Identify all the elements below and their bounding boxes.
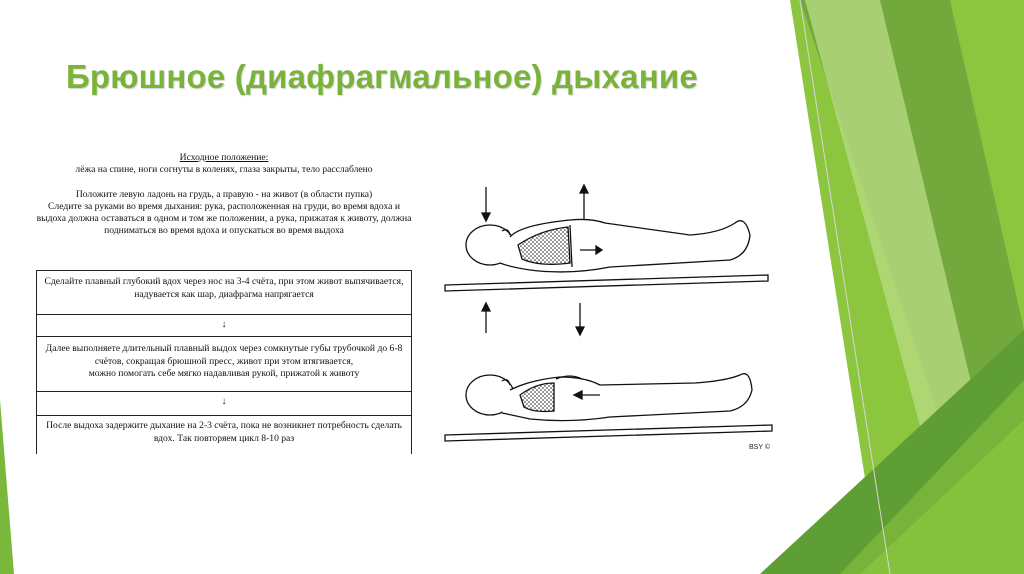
step-cell	[37, 271, 411, 314]
step-text: надувается как шар, диафрагма напрягается	[134, 288, 314, 300]
step-cell	[37, 415, 411, 454]
instructions-header: Исходное положение:	[179, 152, 269, 163]
step-arrow	[37, 314, 411, 336]
step-text: Сделайте плавный глубокий вдох через нос на 3-4 счёта, при этом живот выпячивается,	[44, 276, 404, 287]
step-text: можно помогать себе мягко надавливая рукой, прижатой к животу	[88, 368, 360, 379]
figure-exhale	[445, 303, 772, 441]
mat	[445, 425, 772, 441]
down-arrow-icon: ↓	[221, 396, 227, 407]
step-arrow	[37, 391, 411, 415]
step-text: После выдоха задержите дыхание на 2-3 счёта, пока не возникнет потребность сделать	[46, 420, 402, 431]
step-text: вдох. Так повторяем цикл 8-10 раз	[153, 432, 295, 444]
breathing-illustration	[430, 175, 775, 465]
instructions-line: Положите левую ладонь на грудь, а правую - на живот (в области пупка)	[75, 188, 373, 200]
instructions-line: Следите за руками во время дыхания: рука, расположенная на груди, во время вдоха и	[48, 200, 400, 212]
instructions-line: подниматься во время вдоха и опускаться во время выдоха	[104, 225, 344, 237]
left-green-strip	[0, 400, 14, 574]
down-arrow-icon: ↓	[221, 319, 227, 330]
page-title: Брюшное (диафрагмальное) дыхание	[66, 58, 698, 95]
steps-table	[36, 270, 412, 454]
step-text: Далее выполняете длительный плавный выдох через сомкнутые губы трубочкой до 6-8	[45, 343, 403, 354]
mat	[445, 275, 768, 291]
step-text: счётов, сокращая брюшной пресс, живот при этом втягивается,	[94, 355, 354, 367]
figure-inhale	[445, 185, 768, 291]
instructions	[36, 152, 412, 238]
instructions-position: лёжа на спине, ноги согнуты в коленях, глаза закрыты, тело расслаблено	[75, 164, 373, 176]
signature: BSY ©	[749, 444, 770, 451]
instructions-line: выдоха должна оставаться в одном и том же положении, а рука, прижатая к животу, должна	[36, 213, 412, 225]
